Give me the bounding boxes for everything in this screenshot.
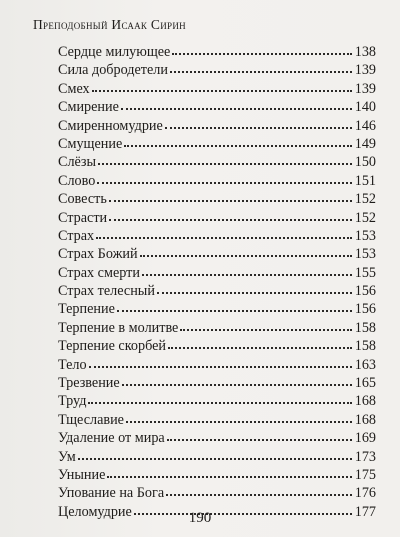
toc-entry-page: 156 [354,301,376,318]
toc-entry [58,245,376,263]
running-header: Преподобный Исаак Сирин [33,17,186,32]
toc-entry-page: 146 [354,117,376,134]
toc-entry [58,209,376,227]
toc-entry-label: Целомудрие [58,503,132,520]
toc-entry-label: Терпение в молитве [58,319,179,336]
toc-entry [58,61,376,79]
dot-leader [172,51,352,55]
dot-leader [109,198,352,202]
toc-entry [58,153,376,171]
toc-entry-page: 151 [354,172,376,189]
dot-leader [124,143,352,147]
toc-entry [58,429,376,447]
toc-entry-page: 156 [354,283,376,300]
toc-entry [58,264,376,282]
toc-entry-page: 139 [354,62,376,79]
toc-entry-page: 150 [354,154,376,171]
toc-entry [58,135,376,153]
toc-entry-label: Страх смерти [58,264,140,281]
toc-entry-label: Тщеславие [58,411,124,428]
toc-entry-page: 153 [354,227,376,244]
toc-entry [58,300,376,318]
toc-entry-label: Страх телесный [58,283,155,300]
toc-entry-label: Смирение [58,99,119,116]
toc-entry-page: 169 [354,430,376,447]
toc-entry-page: 168 [354,411,376,428]
dot-leader [78,456,352,460]
toc-entry-label: Смиренномудрие [58,117,163,134]
toc-entry-label: Упование на Бога [58,485,165,502]
dot-leader [168,345,352,349]
toc-entry-label: Сила добродетели [58,62,168,79]
toc-entry-label: Страх [58,227,95,244]
toc-entry-label: Сердце милующее [58,44,171,60]
toc-entry [58,117,376,135]
page-number: 190 [188,510,212,526]
dot-leader [170,69,352,73]
toc-entry-label: Ум [58,448,76,465]
toc-entry [58,392,376,410]
toc-entry [58,172,376,190]
dot-leader [140,253,352,257]
toc-entry-page: 138 [354,44,376,60]
toc-entry [58,374,376,392]
toc-entry-page: 168 [354,393,376,410]
toc-entry [58,43,376,61]
toc-entry-label: Слово [58,172,96,189]
toc-entry-label: Удаление от мира [58,430,165,447]
toc-entry-page: 175 [354,466,376,483]
toc-entry [58,80,376,98]
toc-entry [58,98,376,116]
toc-entry-label: Терпение [58,301,115,318]
dot-leader [117,308,352,312]
dot-leader [165,125,352,129]
toc-entry-page: 158 [354,319,376,336]
toc-entry-page: 173 [354,448,376,465]
toc-entry [58,190,376,208]
dot-leader [167,437,352,441]
toc-entry-label: Страх Божий [58,246,138,263]
toc-entry-label: Смех [58,80,90,97]
dot-leader [88,400,352,404]
toc-entry-page: 163 [354,356,376,373]
dot-leader [92,88,352,92]
dot-leader [109,217,352,221]
toc-entry-label: Слёзы [58,154,96,171]
toc-entry [58,411,376,429]
toc-entry [58,282,376,300]
toc-entry-page: 177 [354,503,376,520]
toc-entry-page: 149 [354,135,376,152]
toc-entry [58,484,376,502]
toc-entry [58,466,376,484]
toc-entry-page: 176 [354,485,376,502]
toc-entry-label: Смущение [58,135,123,152]
dot-leader [180,327,352,331]
dot-leader [157,290,352,294]
toc-entry-page: 140 [354,99,376,116]
toc-entry-label: Уныние [58,466,106,483]
dot-leader [121,106,352,110]
toc-entry [58,337,376,355]
dot-leader [97,180,352,184]
toc-entry-page: 153 [354,246,376,263]
dot-leader [96,235,352,239]
toc-entry-label: Совесть [58,191,107,208]
dot-leader [98,161,352,165]
toc-entry-label: Труд [58,393,87,410]
toc-entry-label: Страсти [58,209,108,226]
dot-leader [89,364,352,368]
toc-entry-page: 139 [354,80,376,97]
dot-leader [166,492,352,496]
toc-entry-label: Терпение скорбей [58,338,167,355]
toc-entry-page: 155 [354,264,376,281]
dot-leader [142,272,352,276]
toc-entry [58,319,376,337]
dot-leader [126,419,352,423]
toc-entry-page: 165 [354,375,376,392]
dot-leader [107,474,352,478]
toc-entry [58,227,376,245]
toc-entry [58,448,376,466]
toc-entry [58,356,376,374]
toc-entry-page: 152 [354,209,376,226]
dot-leader [122,382,352,386]
toc-entry-page: 158 [354,338,376,355]
table-of-contents [58,43,376,521]
toc-entry-label: Тело [58,356,87,373]
toc-entry-page: 152 [354,191,376,208]
toc-entry-label: Трезвение [58,375,120,392]
